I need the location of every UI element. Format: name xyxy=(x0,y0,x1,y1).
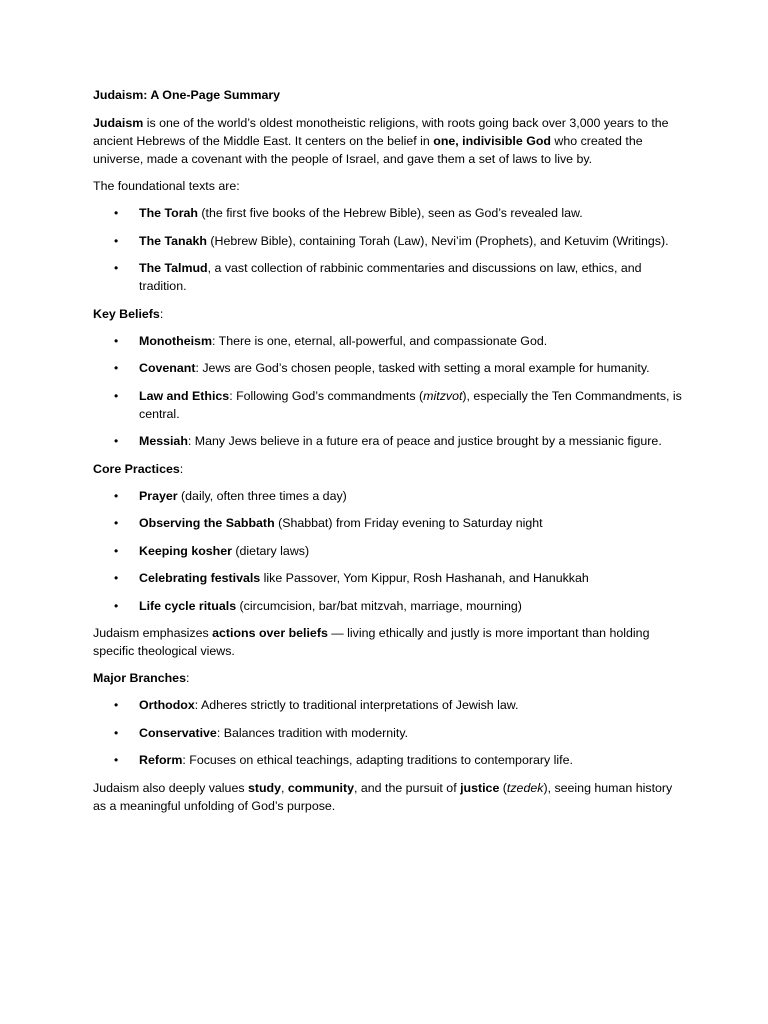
item-term: Law and Ethics xyxy=(139,388,230,403)
intro-text: who created the universe, made a covenant with the people of Israel, and gave them a set of laws to live by. xyxy=(93,134,643,166)
item-term: The Talmud xyxy=(139,261,208,275)
intro-bold: one, indivisible God xyxy=(433,134,551,148)
list-item xyxy=(93,432,683,450)
bullet-icon: • xyxy=(114,333,119,348)
emphasis-text: — living ethically and justly is more important than holding specific theological views. xyxy=(93,626,650,658)
texts-intro: The foundational texts are: xyxy=(93,179,240,193)
list-item xyxy=(93,724,683,742)
emphasis-text: Judaism emphasizes xyxy=(93,626,213,640)
bullet-icon: • xyxy=(114,361,119,375)
closing-italic: tzedek xyxy=(506,780,544,795)
list-item xyxy=(93,259,683,295)
item-desc: : Focuses on ethical teachings, adapting traditions to contemporary life. xyxy=(182,753,573,767)
item-term: Celebrating festivals xyxy=(139,571,261,585)
item-desc: ), especially the Ten Commandments, is central. xyxy=(139,388,682,421)
heading-bold: Core Practices xyxy=(93,461,180,476)
item-term: Covenant xyxy=(139,361,196,375)
heading-bold: Key Beliefs xyxy=(93,306,160,321)
texts-list xyxy=(93,204,683,295)
list-item xyxy=(93,542,683,560)
item-term: Monotheism xyxy=(139,333,212,348)
item-desc: : Balances tradition with modernity. xyxy=(216,725,409,740)
list-item xyxy=(93,387,683,423)
item-desc: like Passover, Yom Kippur, Rosh Hashanah, and Hanukkah xyxy=(260,571,589,585)
item-term: Prayer xyxy=(139,488,178,503)
item-desc: (circumcision, bar/bat mitzvah, marriage, mourning) xyxy=(236,598,522,613)
intro-text: is one of the world’s oldest monotheistic religions, with roots going back over 3,000 years to the ancient Hebrews of the Middle East. It centers on the belief in xyxy=(93,116,669,148)
closing-bold: study xyxy=(247,780,282,795)
item-term: Reform xyxy=(139,753,183,767)
item-desc: (the first five books of the Hebrew Bible), seen as God’s revealed law. xyxy=(197,206,583,220)
item-desc: (Hebrew Bible), containing Torah (Law), Nevi’im (Prophets), and Ketuvim (Writings). xyxy=(206,233,669,248)
list-item xyxy=(93,487,683,505)
item-desc: : Jews are God’s chosen people, tasked with setting a moral example for humanity. xyxy=(195,361,650,375)
list-item xyxy=(93,514,683,532)
closing-bold: community xyxy=(287,780,354,795)
item-term: Keeping kosher xyxy=(139,543,232,558)
item-term: Life cycle rituals xyxy=(139,598,237,613)
list-item xyxy=(93,204,683,222)
closing-bold: justice xyxy=(460,780,500,795)
document-title: Judaism: A One-Page Summary xyxy=(93,88,281,102)
item-term: Messiah xyxy=(139,434,188,448)
item-desc: : Adheres strictly to traditional interpretations of Jewish law. xyxy=(194,698,519,712)
bullet-icon: • xyxy=(114,233,119,248)
closing-text: ( xyxy=(499,780,507,795)
closing-text: ), seeing human history as a meaningful unfolding of God’s purpose. xyxy=(93,780,673,813)
item-term: The Tanakh xyxy=(139,233,207,248)
heading-rest: : xyxy=(159,306,164,321)
heading-bold: Major Branches xyxy=(93,671,186,685)
bullet-icon: • xyxy=(114,543,119,558)
bullet-icon: • xyxy=(114,516,119,530)
document-page xyxy=(93,86,683,824)
closing-text: , xyxy=(281,780,288,795)
list-item xyxy=(93,232,683,250)
item-desc: , a vast collection of rabbinic commentaries and discussions on law, ethics, and tradition. xyxy=(139,261,642,293)
intro-term: Judaism xyxy=(93,116,144,130)
item-term: Orthodox xyxy=(139,698,195,712)
list-item xyxy=(93,332,683,350)
item-desc: (daily, often three times a day) xyxy=(177,488,347,503)
item-desc: : Many Jews believe in a future era of peace and justice brought by a messianic figure. xyxy=(187,434,662,448)
section-heading-beliefs xyxy=(93,305,683,323)
branches-list xyxy=(93,696,683,769)
bullet-icon: • xyxy=(114,725,119,740)
emphasis-bold: actions over beliefs xyxy=(212,626,328,640)
item-term: Conservative xyxy=(139,725,217,740)
list-item xyxy=(93,751,683,769)
item-desc: (Shabbat) from Friday evening to Saturday night xyxy=(274,516,543,530)
bullet-icon: • xyxy=(114,698,119,712)
closing-paragraph xyxy=(93,779,683,815)
beliefs-list xyxy=(93,332,683,451)
section-heading-practices xyxy=(93,460,683,478)
item-desc: (dietary laws) xyxy=(231,543,310,558)
bullet-icon: • xyxy=(114,488,119,503)
bullet-icon: • xyxy=(114,571,119,585)
section-heading-branches xyxy=(93,669,683,687)
item-desc: : Following God’s commandments ( xyxy=(229,388,424,403)
item-term: Observing the Sabbath xyxy=(139,516,275,530)
heading-rest: : xyxy=(185,671,190,685)
bullet-icon: • xyxy=(114,434,119,448)
intro-paragraph xyxy=(93,114,683,168)
bullet-icon: • xyxy=(114,261,119,275)
bullet-icon: • xyxy=(114,753,119,767)
list-item xyxy=(93,359,683,377)
list-item xyxy=(93,696,683,714)
bullet-icon: • xyxy=(114,388,119,403)
closing-text: Judaism also deeply values xyxy=(93,780,248,795)
item-term: The Torah xyxy=(139,206,198,220)
bullet-icon: • xyxy=(114,206,119,220)
item-desc: : There is one, eternal, all-powerful, and compassionate God. xyxy=(211,333,548,348)
bullet-icon: • xyxy=(114,598,119,613)
closing-text: , and the pursuit of xyxy=(354,780,461,795)
list-item xyxy=(93,569,683,587)
item-italic: mitzvot xyxy=(423,388,463,403)
emphasis-paragraph xyxy=(93,624,683,660)
practices-list xyxy=(93,487,683,615)
heading-rest: : xyxy=(179,461,184,476)
list-item xyxy=(93,597,683,615)
